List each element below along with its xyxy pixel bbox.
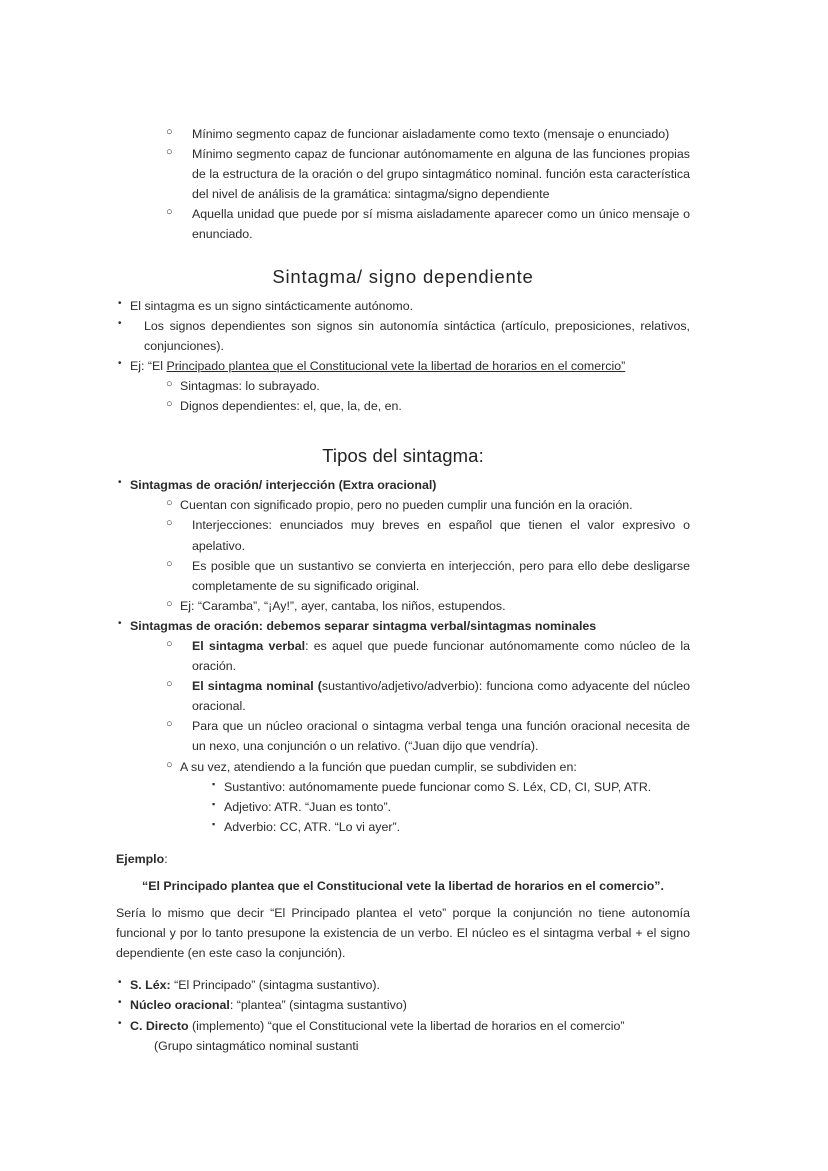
list-item (118, 296, 690, 316)
list-item (212, 797, 690, 817)
list-item (166, 596, 690, 616)
list-item (166, 124, 690, 144)
section-ejemplo (116, 849, 690, 1056)
square-bullet-icon: ▪ (212, 798, 216, 809)
circle-bullet-icon: ○ (166, 517, 173, 530)
round-bullet-icon: • (118, 997, 122, 1009)
round-bullet-icon: • (118, 317, 122, 329)
list-item-label: Sintagmas de oración: debemos separar sintagma verbal/sintagmas nominales (130, 618, 597, 633)
list-item-label: Sustantivo: autónomamente puede funcionar como S. Léx, CD, CI, SUP, ATR. (224, 779, 652, 794)
list-item-term: Núcleo oracional (130, 998, 230, 1013)
circle-bullet-icon: ○ (166, 126, 173, 138)
list-item (166, 716, 690, 756)
list-item (118, 995, 690, 1015)
spacer (116, 289, 690, 296)
list-item-label: “El Principado” (sintagma sustantivo). (170, 978, 380, 993)
circle-bullet-icon: ○ (166, 497, 173, 510)
list-item-term: El sintagma verbal (192, 638, 306, 653)
list-item-continuation (142, 1036, 690, 1056)
list-item-label: Sintagmas de oración/ interjección (Extra oracional) (130, 478, 437, 493)
list-item-label: Es posible que un sustantivo se convierta en interjección, pero para ello debe desligarse completamente de su significado original. (192, 558, 690, 593)
list-item-label: Ej: “Caramba”, “¡Ay!”, ayer, cantaba, los niños, estupendos. (180, 598, 506, 613)
list-item (166, 757, 690, 777)
list-item-label: : “plantea” (sintagma sustantivo) (229, 998, 407, 1013)
list-item (118, 316, 690, 356)
ejemplo-label-bold: Ejemplo (116, 851, 165, 866)
list-item (118, 616, 690, 636)
ejemplo-label (116, 849, 690, 869)
circle-bullet-icon: ○ (166, 597, 173, 610)
document-content (116, 124, 690, 1056)
list-item-term: El sintagma nominal ( (192, 679, 322, 694)
list-item (166, 144, 690, 204)
list-item-label: Cuentan con significado propio, pero no pueden cumplir una función en la oración. (180, 498, 633, 513)
list-item (212, 777, 690, 797)
list-item (166, 515, 690, 555)
list-item-label: : es aquel que puede funcionar autónomamente como núcleo de la oración. (192, 638, 690, 674)
list-item-label: (implemento) “que el Constitucional vete la libertad de horarios en el comercio” (188, 1018, 625, 1033)
circle-bullet-icon: ○ (166, 377, 173, 390)
list-item-label: Adjetivo: ATR. “Juan es tonto”. (224, 799, 392, 814)
list-item (118, 475, 690, 495)
round-bullet-icon: • (118, 357, 122, 369)
spacer (116, 468, 690, 475)
list-item-label: Dignos dependientes: el, que, la, de, en. (180, 399, 402, 414)
section-tipos-del-sintagma (116, 444, 690, 837)
ejemplo-paragraph: Sería lo mismo que decir “El Principado plantea el veto” porque la conjunción no tiene autonomía funcional y por lo tanto presupone la existencia de un verbo. El núcleo es el sintagma verbal + el signo dependiente (en este caso la conjunción). (116, 906, 690, 961)
list-item-label: Adverbio: CC, ATR. “Lo vi ayer”. (224, 819, 401, 834)
spacer (116, 245, 690, 265)
list-item (212, 817, 690, 837)
list-item-term: S. Léx: (130, 978, 171, 993)
list-item-continuation-label: (Grupo sintagmático nominal sustanti (154, 1038, 359, 1053)
section-sintagma-signo-dependiente (116, 265, 690, 417)
ejemplo-quote: “El Principado plantea que el Constitucional vete la libertad de horarios en el comercio”. (142, 879, 664, 893)
circle-bullet-icon: ○ (166, 557, 173, 570)
list-item (166, 204, 690, 244)
spacer (116, 896, 690, 903)
example-prefix: Ej: “El (130, 358, 167, 373)
spacer (116, 869, 690, 876)
circle-bullet-icon: ○ (166, 637, 173, 650)
circle-bullet-icon: ○ (166, 146, 173, 159)
list-item-label: sustantivo/adjetivo/adverbio): funciona como adyacente del núcleo oracional. (192, 679, 690, 714)
section-heading: Sintagma/ signo dependiente (272, 265, 534, 287)
ejemplo-label-rest: : (164, 851, 168, 866)
example-underlined-text: Principado plantea que el Constitucional vete la libertad de horarios en el comercio” (166, 358, 626, 373)
spacer (116, 963, 690, 975)
list-item-label: Para que un núcleo oracional o sintagma verbal tenga una función oracional necesita de un nexo, una conjunción o un relativo. (“Juan dijo que vendría). (192, 719, 690, 754)
square-bullet-icon: ▪ (212, 818, 216, 829)
circle-bullet-icon: ○ (166, 398, 173, 411)
list-item-example (118, 356, 690, 376)
list-item-label: A su vez, atendiendo a la función que puedan cumplir, se subdividen en: (180, 759, 577, 774)
list-item-label: Mínimo segmento capaz de funcionar aisladamente como texto (mensaje o enunciado) (192, 127, 670, 141)
list-item (166, 495, 690, 515)
list-item-label: Interjecciones: enunciados muy breves en español que tienen el valor expresivo o apelativo. (192, 518, 690, 553)
round-bullet-icon: • (118, 617, 122, 629)
list-item-label: El sintagma es un signo sintácticamente autónomo. (130, 298, 414, 313)
round-bullet-icon: • (118, 297, 122, 309)
list-item-term: C. Directo (130, 1018, 189, 1033)
list-item (166, 676, 690, 716)
list-item (118, 975, 690, 995)
round-bullet-icon: • (118, 1017, 122, 1029)
round-bullet-icon: • (118, 477, 122, 489)
section-heading: Tipos del sintagma: (322, 445, 484, 467)
list-item (166, 396, 690, 416)
list-item-label: Los signos dependientes son signos sin autonomía sintáctica (artículo, preposiciones, relativos, conjunciones). (144, 318, 690, 353)
circle-bullet-icon: ○ (166, 206, 173, 219)
square-bullet-icon: ▪ (212, 778, 216, 789)
circle-bullet-icon: ○ (166, 678, 173, 691)
spacer (116, 416, 690, 444)
spacer (116, 837, 690, 849)
list-item (166, 636, 690, 676)
list-item-label: Sintagmas: lo subrayado. (180, 378, 320, 393)
list-item-label: Aquella unidad que puede por sí misma aisladamente aparecer como un único mensaje o enunciado. (192, 207, 690, 242)
list-item-label: Mínimo segmento capaz de funcionar autónomamente en alguna de las funciones propias de la estructura de la oración o del grupo sintagmático nominal. función esta característica del nivel de análisis de la gramática: sintagma/signo dependiente (192, 147, 690, 202)
list-item (166, 376, 690, 396)
list-item (166, 556, 690, 596)
list-item (118, 1016, 690, 1036)
round-bullet-icon: • (118, 977, 122, 989)
circle-bullet-icon: ○ (166, 758, 173, 771)
circle-bullet-icon: ○ (166, 718, 173, 731)
section-intro-definitions (116, 124, 690, 245)
